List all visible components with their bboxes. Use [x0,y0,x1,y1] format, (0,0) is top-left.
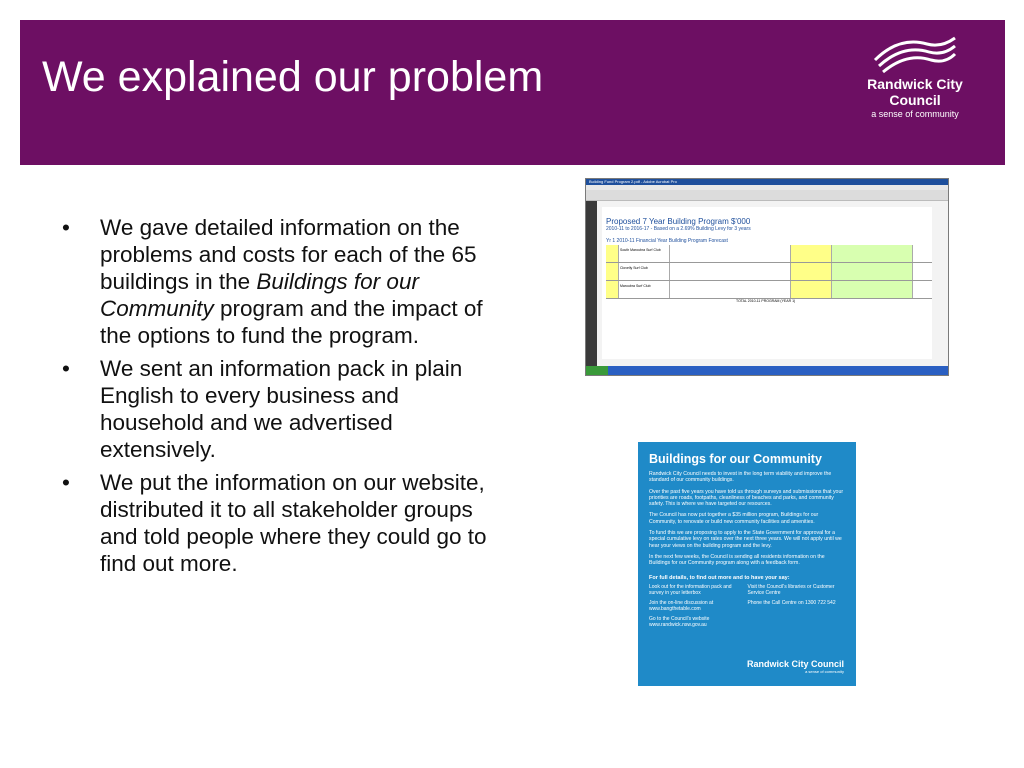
contact-item: Phone the Call Centre on 1300 722 542 [747,599,836,606]
logo-name-line2: Council [889,92,941,108]
logo-tagline: a sense of community [871,109,959,119]
bullet-glyph: • [62,356,70,381]
total-label: TOTAL 2010-11 PROGRAM (YEAR 1) [736,299,796,303]
row-name: South Maroubra Surf Club [619,245,670,262]
brochure-paragraph: Over the past five years you have told us through surveys and submissions that your priorities are roads, footpaths, cleanliness of beaches and parks, and community safety. This is where we have targeted our resources. [649,488,844,508]
table-row [606,263,932,281]
side-panel [586,201,597,366]
contact-item: Go to the Council's website www.randwick.nsw.gov.au [649,615,710,628]
bullet-item [62,214,502,349]
brochure-full-details: For full details, to find out more and to have your say: [649,574,790,581]
bullet-text: We sent an information pack in plain English to every business and household and we advertised extensively. [100,356,463,462]
bullet-glyph: • [62,470,70,495]
contact-item: Visit the Council's libraries or Customer Service Centre [747,583,835,596]
table-row [606,281,932,299]
brochure-logo-tag: a sense of community [805,669,844,674]
program-name: Buildings for our Community [100,269,419,321]
brochure-paragraph: To fund this we are proposing to apply to the State Government for approval for a special cumulative levy on rates over the next three years. We will not apply until we hear your views on the building program and the levy. [649,530,842,549]
brochure-title: Buildings for our Community [649,452,822,466]
bullet-item [62,469,502,577]
table-heading: Yr 1 2010-11 Financial Year Building Program Forecast [606,238,728,244]
bullet-text: We gave detailed information on the problems and costs for each of the 65 buildings in the [100,215,477,294]
contact-item: Join the on-line discussion at www.bangthetable.com [649,599,714,612]
bullet-text: program and the impact of the options to fund the program. [100,296,483,348]
contact-item: Look out for the information pack and survey in your letterbox [649,583,732,596]
start-button [586,366,608,375]
table-row [606,245,932,263]
brochure-contact-columns [649,584,846,632]
taskbar [586,366,948,375]
brochure-logo [747,659,844,674]
brochure-paragraph: Randwick City Council needs to invest in the long term viability and improve the standard of our community buildings. [649,471,832,484]
bullet-text: We put the information on our website, distributed it to all stakeholder groups and told people where they could go to find out more. [100,470,487,576]
slide-title: We explained our problem [42,53,544,101]
council-logo [840,30,990,140]
toolbar [586,190,948,201]
info-brochure [638,442,856,686]
row-name: Clovelly Surf Club [619,263,670,280]
brochure-left-column [649,584,748,632]
brochure-logo-text: Randwick City Council [746,659,844,669]
wave-icon [869,30,961,76]
doc-heading: Proposed 7 Year Building Program $'000 [606,217,751,226]
brochure-paragraph: The Council has now put together a $35 million program, Buildings for our Community, to renovate or build new community facilities and amenities. [649,512,819,525]
bullet-item [62,355,502,463]
row-name: Maroubra Surf Club [619,281,670,298]
document-page [602,207,932,359]
program-spreadsheet-screenshot [585,178,949,376]
doc-subheading: 2010-11 to 2016-17 - Based on a 2.69% Building Levy for 3 years [606,226,751,232]
bullet-glyph: • [62,215,70,240]
program-table [606,245,932,305]
window-title: Building Fund Program 2.pdf - Adobe Acrobat Pro [586,179,948,185]
brochure-right-column [748,584,847,632]
brochure-paragraph: In the next few weeks, the Council is sending all residents information on the Buildings for our Community program along with a feedback form. [649,553,825,567]
logo-name-line1: Randwick City [867,76,963,92]
bullet-list [62,214,502,583]
